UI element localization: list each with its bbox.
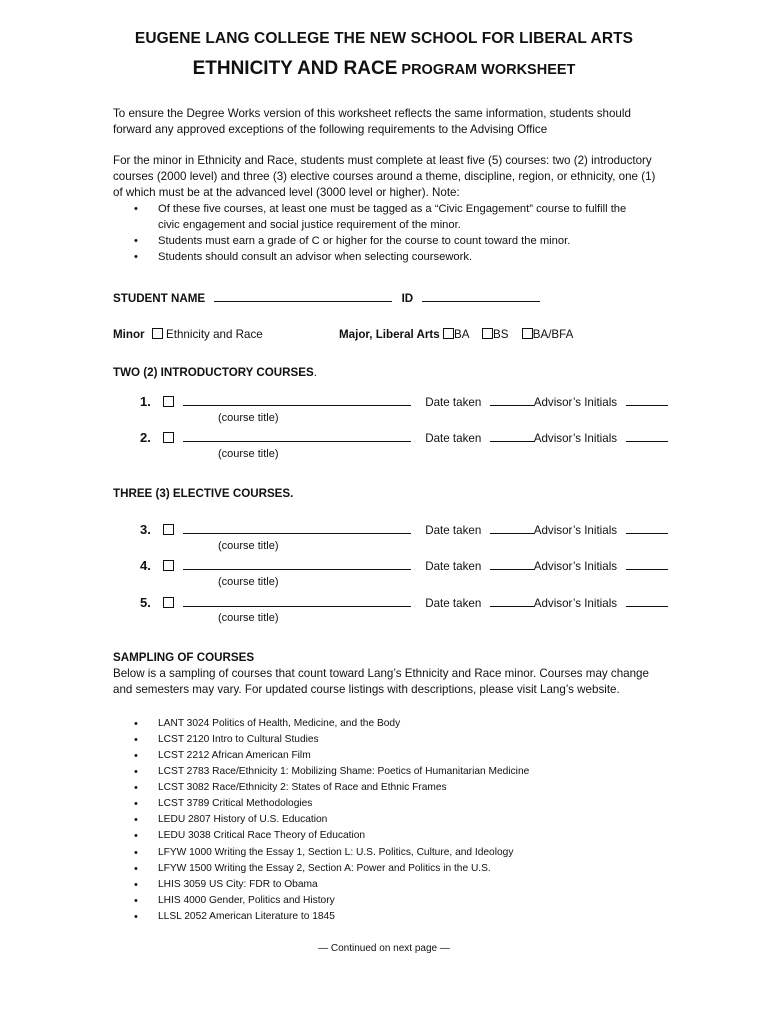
id-field[interactable]: [422, 291, 540, 302]
intro-p2-line1: For the minor in Ethnicity and Race, students must complete at least five (5) courses: two (2) introductory: [113, 154, 652, 167]
major-babfa-checkbox[interactable]: [522, 328, 533, 339]
course-checkbox[interactable]: [163, 524, 174, 535]
course-checkbox[interactable]: [163, 560, 174, 571]
advisor-initials-label: Advisor’s Initials: [533, 524, 618, 537]
sampling-desc-line2: and semesters may vary. For updated course listings with descriptions, please visit Lang’s website.: [113, 683, 620, 696]
date-taken-field[interactable]: [490, 523, 534, 534]
continued-note: — Continued on next page —: [318, 943, 450, 954]
advisor-initials-label: Advisor’s Initials: [533, 560, 618, 573]
course-name: LFYW 1500 Writing the Essay 2, Section A: Power and Politics in the U.S.: [158, 863, 491, 874]
minor-row: [113, 328, 263, 341]
elective-courses-heading: THREE (3) ELECTIVE COURSES.: [113, 487, 294, 500]
course-name: LCST 3789 Critical Methodologies: [158, 798, 313, 809]
date-taken-field[interactable]: [490, 596, 534, 607]
bullet-icon: •: [134, 830, 138, 842]
note-text: Students should consult an advisor when selecting coursework.: [158, 251, 473, 263]
intro-courses-heading-text: TWO (2) INTRODUCTORY COURSES: [113, 366, 314, 379]
major-row: [339, 328, 573, 341]
course-name: LCST 2783 Race/Ethnicity 1: Mobilizing Shame: Poetics of Humanitarian Medicine: [158, 766, 530, 777]
bullet-icon: •: [134, 863, 138, 875]
course-name: LLSL 2052 American Literature to 1845: [158, 911, 335, 922]
course-title-field[interactable]: [183, 431, 411, 442]
college-title: EUGENE LANG COLLEGE THE NEW SCHOOL FOR LIBERAL ARTS: [134, 30, 634, 47]
worksheet-label: PROGRAM WORKSHEET: [397, 62, 576, 78]
course-name: LCST 2212 African American Film: [158, 750, 311, 761]
student-name-label: STUDENT NAME: [113, 292, 206, 305]
bullet-icon: •: [134, 847, 138, 859]
course-title-field[interactable]: [183, 596, 411, 607]
intro-p1-line2: forward any approved exceptions of the following requirements to the Advising Office: [113, 123, 548, 136]
course-title-caption: (course title): [218, 412, 279, 424]
advisor-initials-label: Advisor’s Initials: [533, 396, 618, 409]
course-name: LCST 3082 Race/Ethnicity 2: States of Race and Ethnic Frames: [158, 782, 447, 793]
bullet-icon: •: [134, 203, 138, 215]
advisor-initials-field[interactable]: [626, 395, 668, 406]
date-taken-label: Date taken: [425, 560, 482, 573]
major-ba-checkbox[interactable]: [443, 328, 454, 339]
bullet-icon: •: [134, 782, 138, 794]
major-bs-checkbox[interactable]: [482, 328, 493, 339]
course-row-3: [140, 521, 668, 539]
date-taken-field[interactable]: [490, 431, 534, 442]
course-row-2: [140, 429, 668, 447]
sampling-desc-line1: Below is a sampling of courses that count toward Lang’s Ethnicity and Race minor. Courses may change: [113, 667, 649, 680]
major-label: Major, Liberal Arts: [339, 328, 440, 341]
bullet-icon: •: [134, 750, 138, 762]
course-number: 3.: [140, 522, 151, 537]
advisor-initials-field[interactable]: [626, 431, 668, 442]
date-taken-field[interactable]: [490, 559, 534, 570]
date-taken-label: Date taken: [425, 597, 482, 610]
course-name: LEDU 2807 History of U.S. Education: [158, 814, 328, 825]
major-babfa-label: BA/BFA: [532, 328, 574, 341]
minor-option-label: Ethnicity and Race: [166, 328, 263, 341]
date-taken-label: Date taken: [425, 524, 482, 537]
bullet-icon: •: [134, 734, 138, 746]
intro-p2-line2: courses (2000 level) and three (3) elective courses around a theme, discipline, region, or ethnicity, one (1): [113, 170, 656, 183]
bullet-icon: •: [134, 766, 138, 778]
advisor-initials-field[interactable]: [626, 596, 668, 607]
advisor-initials-field[interactable]: [626, 559, 668, 570]
bullet-icon: •: [134, 798, 138, 810]
bullet-icon: •: [134, 911, 138, 923]
minor-label: Minor: [113, 328, 145, 341]
bullet-icon: •: [134, 814, 138, 826]
course-name: LANT 3024 Politics of Health, Medicine, and the Body: [158, 718, 401, 729]
course-number: 1.: [140, 394, 151, 409]
major-bs-label: BS: [493, 328, 509, 341]
course-title-field[interactable]: [183, 523, 411, 534]
note-text: Of these five courses, at least one must be tagged as a “Civic Engagement” course to fulfill the: [158, 203, 627, 215]
intro-paragraph-1: [113, 106, 658, 138]
bullet-icon: •: [134, 879, 138, 891]
course-number: 4.: [140, 558, 151, 573]
course-checkbox[interactable]: [163, 432, 174, 443]
note-text-cont: civic engagement and social justice requirement of the minor.: [158, 219, 461, 231]
course-row-4: [140, 557, 668, 575]
course-title-field[interactable]: [183, 395, 411, 406]
bullet-icon: •: [134, 718, 138, 730]
advisor-initials-label: Advisor’s Initials: [533, 597, 618, 610]
note-text: Students must earn a grade of C or higher for the course to count toward the minor.: [158, 235, 571, 247]
id-label: ID: [401, 292, 414, 305]
course-number: 2.: [140, 430, 151, 445]
sampling-heading: SAMPLING OF COURSES: [113, 651, 255, 664]
intro-p2-line3: of which must be at the advanced level (3000 level or higher). Note:: [113, 186, 460, 199]
intro-p1-line1: To ensure the Degree Works version of this worksheet reflects the same information, students should: [113, 107, 631, 120]
bullet-icon: •: [134, 235, 138, 247]
course-name: LHIS 4000 Gender, Politics and History: [158, 895, 335, 906]
intro-courses-heading-period: .: [313, 366, 317, 379]
course-name: LFYW 1000 Writing the Essay 1, Section L: U.S. Politics, Culture, and Ideology: [158, 847, 514, 858]
course-title-caption: (course title): [218, 540, 279, 552]
sampling-description: [113, 666, 673, 698]
bullet-icon: •: [134, 895, 138, 907]
student-info-row: [113, 291, 540, 305]
course-row-5: [140, 594, 668, 612]
course-number: 5.: [140, 595, 151, 610]
course-title-field[interactable]: [183, 559, 411, 570]
course-title-caption: (course title): [218, 612, 279, 624]
advisor-initials-label: Advisor’s Initials: [533, 432, 618, 445]
minor-checkbox[interactable]: [152, 328, 163, 339]
program-name: ETHNICITY AND RACE: [192, 58, 398, 79]
course-name: LEDU 3038 Critical Race Theory of Education: [158, 830, 366, 841]
intro-paragraph-2: [113, 153, 673, 201]
course-row-1: [140, 393, 668, 411]
advisor-initials-field[interactable]: [626, 523, 668, 534]
date-taken-label: Date taken: [425, 396, 482, 409]
course-title-caption: (course title): [218, 448, 279, 460]
date-taken-label: Date taken: [425, 432, 482, 445]
intro-courses-heading: [113, 366, 317, 379]
course-name: LHIS 3059 US City: FDR to Obama: [158, 879, 318, 890]
course-title-caption: (course title): [218, 576, 279, 588]
student-name-field[interactable]: [214, 291, 392, 302]
major-ba-label: BA: [453, 328, 469, 341]
course-checkbox[interactable]: [163, 597, 174, 608]
course-name: LCST 2120 Intro to Cultural Studies: [158, 734, 319, 745]
bullet-icon: •: [134, 251, 138, 263]
date-taken-field[interactable]: [490, 395, 534, 406]
worksheet-title: [0, 58, 768, 80]
course-checkbox[interactable]: [163, 396, 174, 407]
